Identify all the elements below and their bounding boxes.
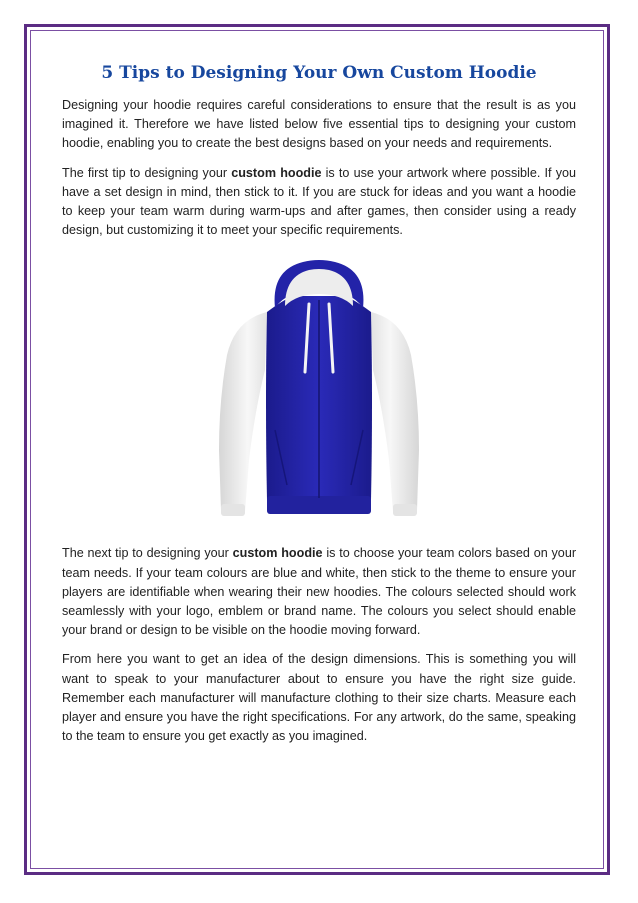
left-cuff: [221, 504, 245, 516]
tip1-paragraph: [62, 164, 576, 241]
tip3-paragraph: From here you want to get an idea of the design dimensions. This is something you will want to speak to your manufacturer about to ensure you have the right size guide. Remember each manufacturer will manufacture clothing to their size charts. Measure each player and ensure you have the right specifications. For any artwork, do the same, speaking to the team to ensure you get exactly as you imagined.: [62, 652, 576, 744]
hoodie-waistband: [267, 496, 371, 514]
tip1-text-after: is to use your artwork where possible. If you have a set design in mind, then stick to it. If you are stuck for ideas and you want a hoodie to keep your team warm during warm-ups and after games, then consider using a ready design, but customizing it to meet your specific requirements.: [62, 165, 576, 238]
hoodie-figure: [62, 260, 576, 530]
hoodie-icon: [205, 260, 433, 530]
tip1-keyword: custom hoodie: [231, 165, 322, 180]
document-body: [62, 60, 576, 756]
left-sleeve: [219, 312, 267, 512]
page-title: 5 Tips to Designing Your Own Custom Hoodie: [101, 63, 537, 83]
tip2-text-after: is to choose your team colors based on your team needs. If your team colours are blue and white, then stick to the theme to ensure your players are identifiable when wearing their new hoodies. The colours selected should work seamlessly with your logo, emblem or brand name. The colours you select should enable your brand or design to be visible on the hoodie moving forward.: [62, 546, 577, 638]
tip2-paragraph: [62, 544, 576, 640]
right-sleeve: [371, 312, 419, 512]
right-cuff: [393, 504, 417, 516]
tip2-keyword: custom hoodie: [232, 546, 323, 561]
tip1-text-before: The first tip to designing your: [62, 165, 232, 180]
intro-paragraph: Designing your hoodie requires careful considerations to ensure that the result is as you imagined it. Therefore we have listed below five essential tips to designing your custom hoodie, enabling you to create the best designs based on your needs and requirements.: [62, 98, 576, 151]
tip2-text-before: The next tip to designing your: [62, 546, 233, 561]
